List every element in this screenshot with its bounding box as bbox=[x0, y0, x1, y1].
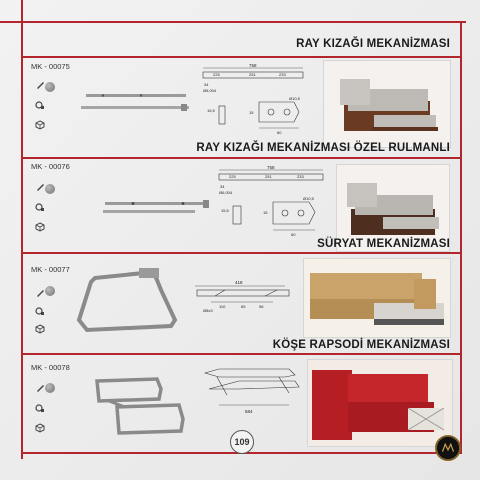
dim-label: 233 bbox=[279, 72, 286, 77]
screwdriver-icon bbox=[35, 383, 45, 393]
mechanism-product-image bbox=[75, 268, 181, 334]
dim-label: 15,5 bbox=[207, 108, 215, 113]
dim-label: 225 bbox=[229, 174, 236, 179]
dim-label: 758 bbox=[267, 165, 275, 170]
dim-label: Ø6,004 bbox=[203, 88, 217, 93]
color-swatch-icon bbox=[45, 82, 55, 92]
dim-label: 15,5 bbox=[221, 208, 229, 213]
sofa-photo bbox=[303, 258, 451, 338]
hardware-icon bbox=[35, 100, 45, 110]
package-icon bbox=[35, 324, 45, 334]
dim-label: 15 bbox=[263, 210, 268, 215]
hardware-icon bbox=[35, 306, 45, 316]
dim-label: 225 bbox=[213, 72, 220, 77]
screwdriver-icon bbox=[35, 288, 45, 298]
screwdriver-icon bbox=[35, 80, 45, 90]
section-divider bbox=[23, 56, 460, 58]
section-divider bbox=[23, 157, 460, 159]
dim-label: 233 bbox=[297, 174, 304, 179]
dim-label: 584 bbox=[245, 409, 253, 414]
dim-label: 15 bbox=[249, 110, 254, 115]
technical-drawing bbox=[199, 365, 307, 437]
dim-label: Ø6,004 bbox=[219, 190, 233, 195]
technical-drawing bbox=[185, 262, 303, 328]
dim-label: Ø8x3 bbox=[203, 308, 213, 313]
dim-label: 758 bbox=[249, 63, 257, 68]
product-code: MK - 00076 bbox=[31, 162, 70, 171]
hardware-icon bbox=[35, 403, 45, 413]
section-divider bbox=[23, 252, 460, 254]
dim-label: 251 bbox=[265, 174, 272, 179]
rail-product-image bbox=[81, 90, 191, 120]
product-code: MK - 00075 bbox=[31, 62, 70, 71]
color-swatch-icon bbox=[45, 184, 55, 194]
dim-label: 110 bbox=[219, 304, 226, 309]
dim-label: 418 bbox=[235, 280, 243, 285]
rail-product-image bbox=[103, 198, 213, 218]
dim-label: 60 bbox=[277, 130, 282, 135]
dim-label: 96 bbox=[259, 304, 264, 309]
dim-label: 60 bbox=[291, 232, 296, 237]
dim-label: 34 bbox=[204, 82, 209, 87]
product-code: MK - 00077 bbox=[31, 265, 70, 274]
color-swatch-icon bbox=[45, 383, 55, 393]
section-title: KÖŞE RAPSODİ MEKANİZMASI bbox=[272, 339, 450, 351]
dim-label: 251 bbox=[249, 72, 256, 77]
sofa-photo bbox=[307, 359, 453, 447]
section-title: RAY KIZAĞI MEKANİZMASI bbox=[296, 38, 450, 50]
section-title: SÜRYAT MEKANİZMASI bbox=[317, 238, 450, 250]
section-title: RAY KIZAĞI MEKANİZMASI ÖZEL RULMANLI bbox=[196, 142, 450, 154]
page-number: 109 bbox=[230, 430, 254, 454]
package-icon bbox=[35, 222, 45, 232]
frame-top-border bbox=[0, 21, 466, 23]
frame-right-border bbox=[460, 21, 462, 454]
dim-label: Ø10,5 bbox=[289, 96, 300, 101]
brand-logo-icon bbox=[435, 435, 461, 461]
dim-label: 65 bbox=[241, 304, 246, 309]
section-divider bbox=[23, 353, 460, 355]
mechanism-product-image bbox=[89, 375, 193, 437]
hardware-icon bbox=[35, 202, 45, 212]
color-swatch-icon bbox=[45, 286, 55, 296]
package-icon bbox=[35, 423, 45, 433]
screwdriver-icon bbox=[35, 182, 45, 192]
dim-label: 34 bbox=[220, 184, 225, 189]
product-code: MK - 00078 bbox=[31, 363, 70, 372]
dim-label: Ø10,5 bbox=[303, 196, 314, 201]
product-section-mk-00076 bbox=[23, 128, 460, 248]
product-section-mk-00077 bbox=[23, 232, 460, 347]
